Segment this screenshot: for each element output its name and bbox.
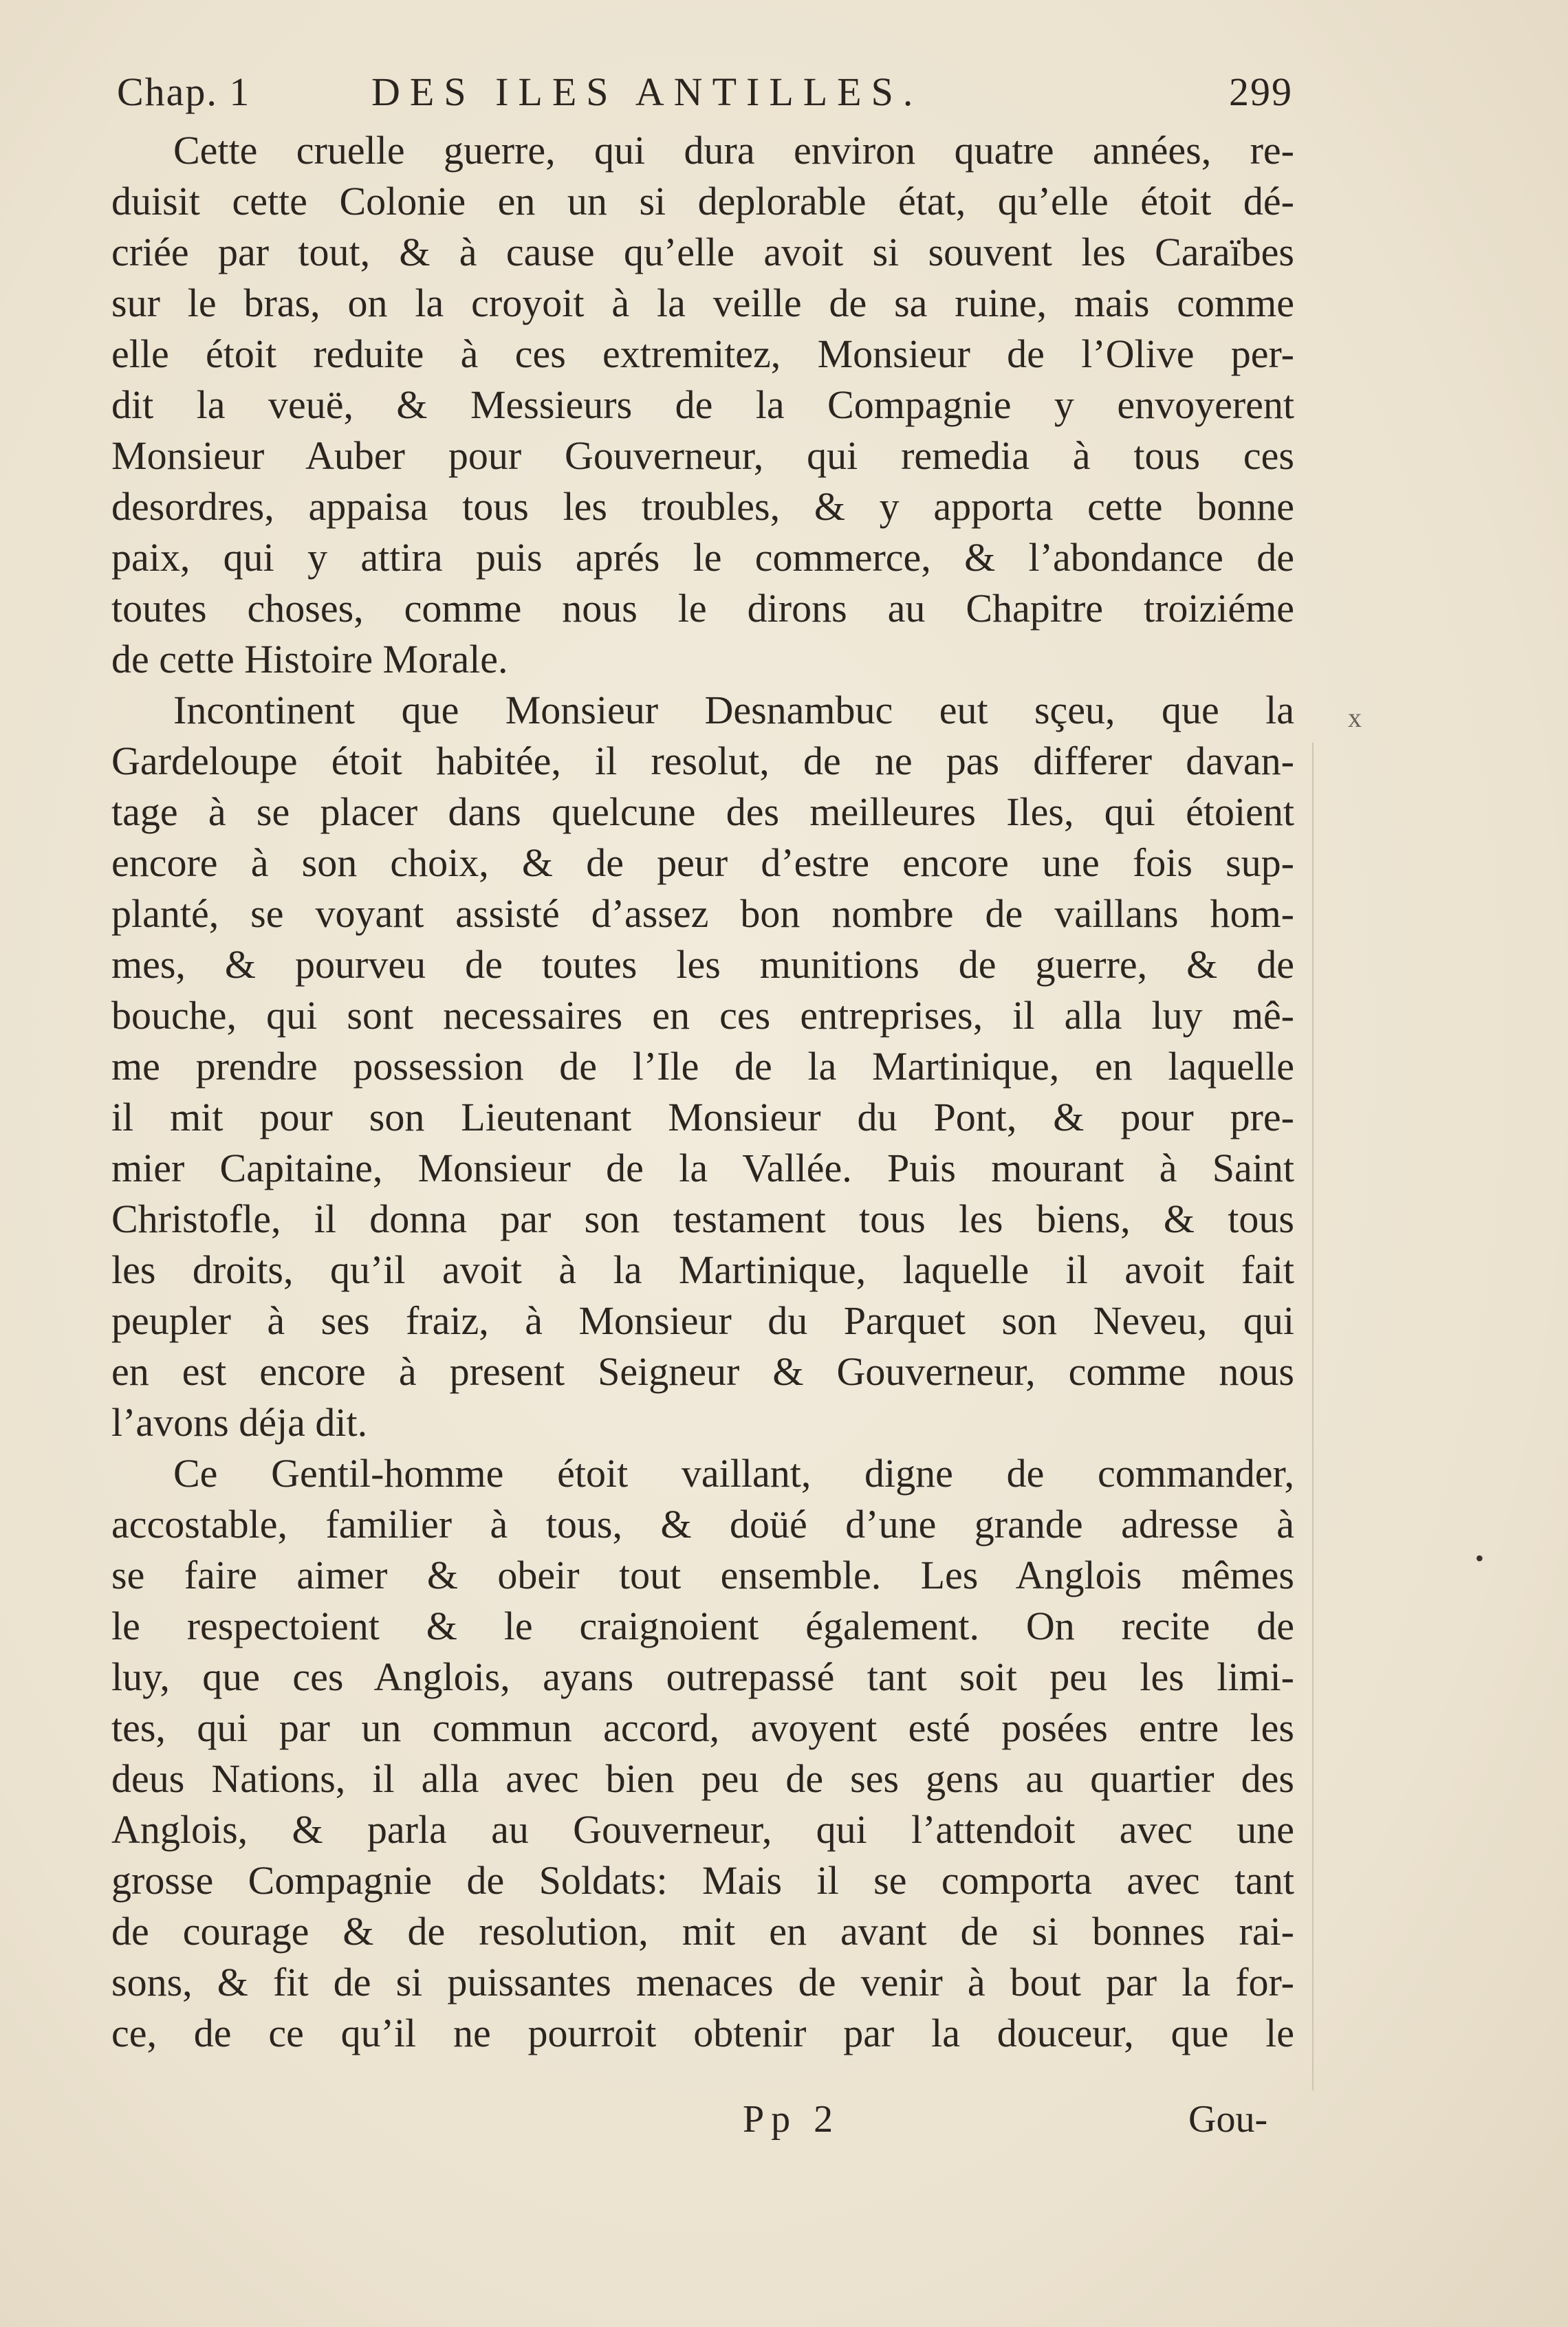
text-line: le respectoient & le craignoient également. On recite de — [111, 1604, 1294, 1648]
text-line: planté, se voyant assisté d’assez bon nombre de vaillans hom- — [111, 891, 1294, 936]
page-number: 299 — [1229, 69, 1293, 114]
text-line: de courage & de resolution, mit en avant de si bonnes rai- — [111, 1909, 1294, 1954]
text-line: Incontinent que Monsieur Desnambuc eut sçeu, que la — [173, 688, 1294, 732]
text-line: criée par tout, & à cause qu’elle avoit si souvent les Caraïbes — [111, 230, 1294, 274]
margin-dot-mark: • — [1475, 1544, 1484, 1572]
text-line: Cette cruelle guerre, qui dura environ quatre années, re- — [173, 128, 1294, 173]
text-line: elle étoit reduite à ces extremitez, Monsieur de l’Olive per- — [111, 331, 1294, 376]
text-line: dit la veuë, & Messieurs de la Compagnie y envoyerent — [111, 382, 1294, 427]
text-line: Ce Gentil-homme étoit vaillant, digne de commander, — [173, 1451, 1294, 1496]
text-line: mier Capitaine, Monsieur de la Vallée. Puis mourant à Saint — [111, 1146, 1294, 1190]
text-line: Gardeloupe étoit habitée, il resolut, de ne pas differer davan- — [111, 739, 1294, 783]
text-line: paix, qui y attira puis aprés le commerce, & l’abondance de — [111, 535, 1294, 580]
text-line: bouche, qui sont necessaires en ces entreprises, il alla luy mê- — [111, 993, 1294, 1038]
text-line: Monsieur Auber pour Gouverneur, qui remedia à tous ces — [111, 433, 1294, 478]
chapter-label: Chap. 1 — [117, 69, 251, 114]
text-line: me prendre possession de l’Ile de la Martinique, en laquelle — [111, 1044, 1294, 1089]
text-line: deus Nations, il alla avec bien peu de ses gens au quartier des — [111, 1756, 1294, 1801]
text-line: desordres, appaisa tous les troubles, & y apporta cette bonne — [111, 484, 1294, 529]
text-line: toutes choses, comme nous le dirons au Chapitre troiziéme — [111, 586, 1294, 631]
text-line: tes, qui par un commun accord, avoyent esté posées entre les — [111, 1705, 1294, 1750]
text-line: les droits, qu’il avoit à la Martinique, laquelle il avoit fait — [111, 1247, 1294, 1292]
running-title: DES ILES ANTILLES. — [371, 69, 923, 114]
text-line: Anglois, & parla au Gouverneur, qui l’attendoit avec une — [111, 1807, 1294, 1852]
text-line: l’avons déja dit. — [111, 1400, 368, 1445]
text-line: Christofle, il donna par son testament tous les biens, & tous — [111, 1197, 1294, 1241]
running-header — [117, 69, 1307, 131]
text-line: de cette Histoire Morale. — [111, 637, 508, 681]
text-line: sons, & fit de si puissantes menaces de venir à bout par la for- — [111, 1960, 1294, 2004]
text-line: grosse Compagnie de Soldats: Mais il se comporta avec tant — [111, 1858, 1294, 1903]
text-line: mes, & pourveu de toutes les munitions de guerre, & de — [111, 942, 1294, 987]
catchword: Gou- — [1188, 2098, 1268, 2141]
gutter-shadow — [1312, 743, 1314, 2090]
margin-cross-mark: x — [1348, 702, 1362, 733]
text-line: sur le bras, on la croyoit à la veille de sa ruine, mais comme — [111, 281, 1294, 325]
text-line: duisit cette Colonie en un si deplorable état, qu’elle étoit dé- — [111, 179, 1294, 223]
text-line: accostable, familier à tous, & doüé d’une grande adresse à — [111, 1502, 1294, 1547]
text-line: peupler à ses fraiz, à Monsieur du Parquet son Neveu, qui — [111, 1298, 1294, 1343]
signature-mark: Pp 2 — [743, 2098, 840, 2141]
text-line: il mit pour son Lieutenant Monsieur du Pont, & pour pre- — [111, 1095, 1294, 1139]
text-line: se faire aimer & obeir tout ensemble. Les Anglois mêmes — [111, 1553, 1294, 1597]
text-line: en est encore à present Seigneur & Gouverneur, comme nous — [111, 1349, 1294, 1394]
text-line: encore à son choix, & de peur d’estre encore une fois sup- — [111, 840, 1294, 885]
text-line: ce, de ce qu’il ne pourroit obtenir par la douceur, que le — [111, 2011, 1294, 2055]
text-line: luy, que ces Anglois, ayans outrepassé tant soit peu les limi- — [111, 1654, 1294, 1699]
text-line: tage à se placer dans quelcune des meilleures Iles, qui étoient — [111, 789, 1294, 834]
